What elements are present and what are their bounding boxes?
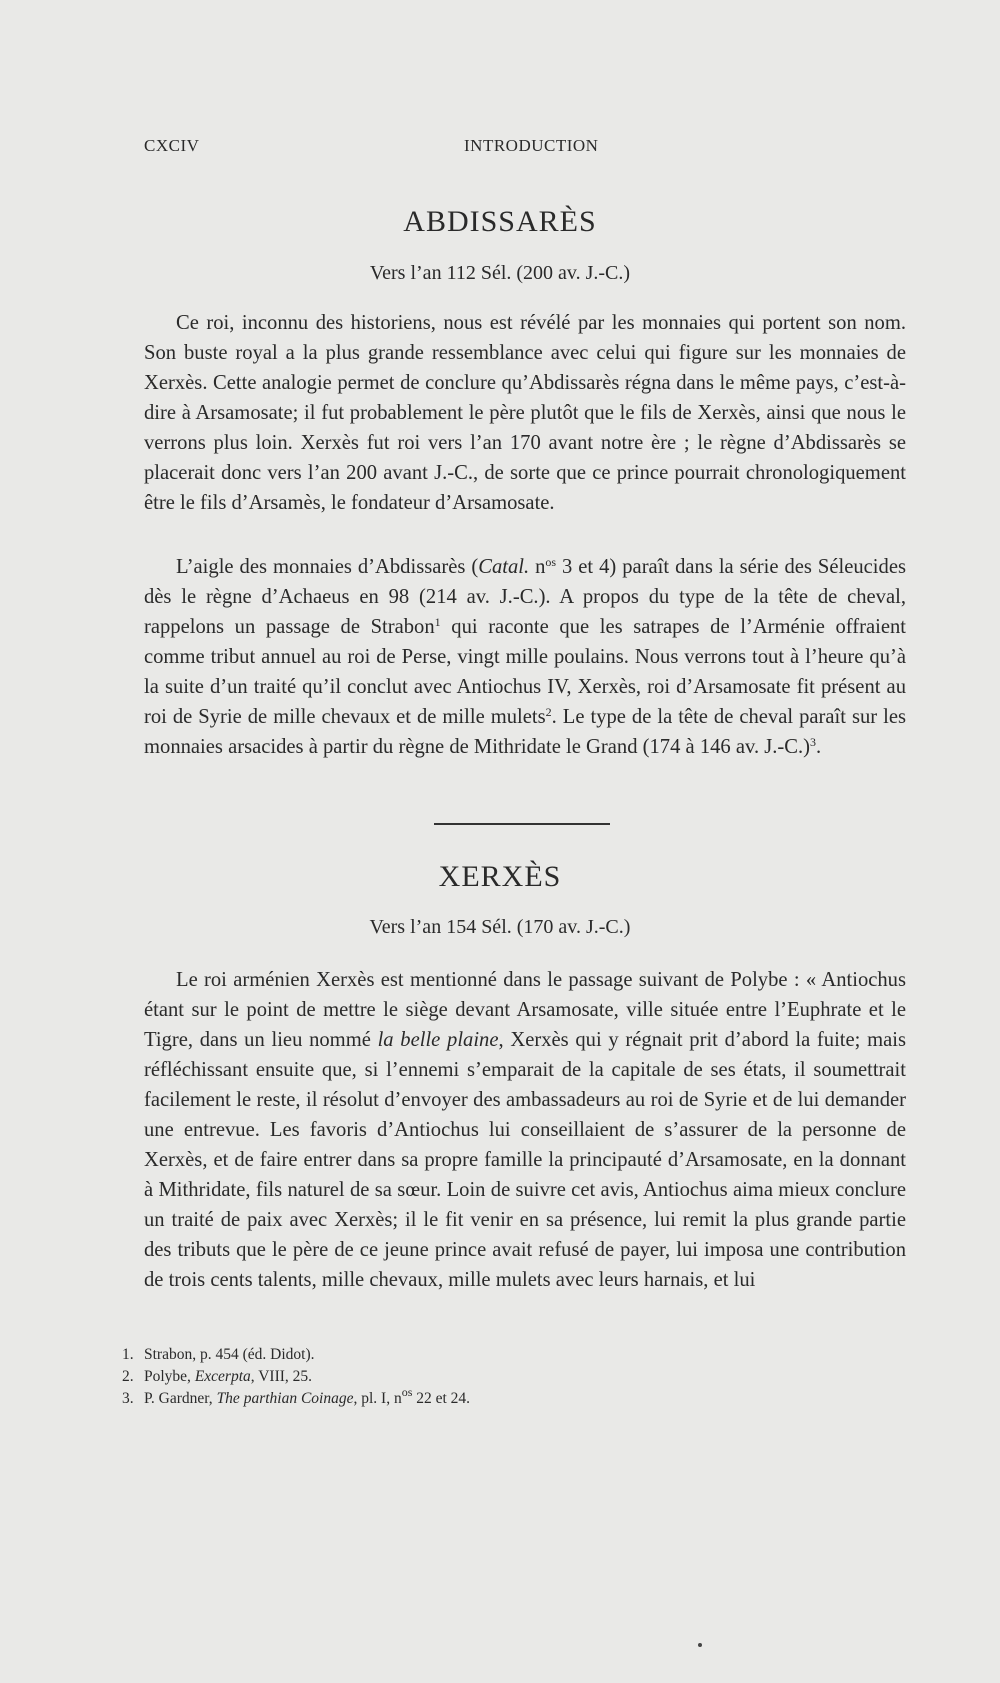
section-subtitle-xerxes: Vers l’an 154 Sél. (170 av. J.-C.) <box>369 916 631 938</box>
page-number: CXCIV <box>144 136 200 155</box>
section-title-abdissares: ABDISSARÈS <box>403 205 597 238</box>
text-run: 3 et 4) paraît dans la série des Séleucides dès le règne d’Achaeus en 98 (214 av. J.-C.). A propos du type de la tête de cheval, rappelons un passage de Strabon <box>144 556 906 638</box>
text-run: L’aigle des monnaies d’Abdissarès ( <box>176 556 479 578</box>
italic-run: Catal. <box>478 556 530 578</box>
footnote-ref-1[interactable]: 1 <box>434 615 441 629</box>
footnote-text: Strabon, p. 454 (éd. Didot). <box>144 1346 315 1363</box>
text-run: . Le type de la tête de cheval paraît sur les monnaies arsacides à partir du règne de Mithridate le Grand (174 à 146 av. J.-C.) <box>144 706 906 758</box>
footnote-number: 2. <box>122 1368 134 1385</box>
section-subtitle-abdissares: Vers l’an 112 Sél. (200 av. J.-C.) <box>369 262 631 284</box>
footnote-italic: The parthian Coinage <box>216 1390 354 1407</box>
footnote-ref-3[interactable]: 3 <box>810 735 817 749</box>
superscript: os <box>401 1385 413 1399</box>
footnote-number: 3. <box>122 1390 134 1407</box>
footnote-text: , VIII, 25. <box>250 1368 313 1385</box>
italic-run: la belle plaine <box>377 1029 499 1051</box>
footnote-number: 1. <box>122 1346 134 1363</box>
paragraph-abdissares-1: Ce roi, inconnu des historiens, nous est révélé par les monnaies qui portent son nom. Son buste royal a la plus grande ressemblance avec celui qui figure sur les monnaies de Xerxès. Cette analogie permet de conclure qu’Abdissarès régna dans le même pays, c’est-à-dire à Arsamosate; il fut probablement le père plutôt que le fils de Xerxès, ainsi que nous le verrons plus loin. Xerxès fut roi vers l’an 170 avant notre ère ; le règne d’Abdissarès se placerait donc vers l’an 200 avant J.-C., de sorte que ce prince pourrait chronologiquement être le fils d’Arsamès, le fondateur d’Arsamosate. <box>144 312 906 514</box>
paragraph-xerxes-1 <box>144 965 906 1295</box>
text-run: Le roi arménien Xerxès est mentionné dans le passage suivant de Polybe : « Antiochus étant sur le point de mettre le siège devant Arsamosate, ville située entre l’Euphrate et le Tigre, dans un lieu nommé <box>144 969 906 1051</box>
text-run: n <box>529 556 546 578</box>
section-title-xerxes: XERXÈS <box>438 860 562 893</box>
footnote-text: P. Gardner, <box>144 1390 217 1407</box>
footnotes <box>122 1344 822 1410</box>
section-divider <box>434 823 610 825</box>
footnote-1 <box>122 1344 822 1366</box>
footnote-text: , pl. I, n <box>353 1390 402 1407</box>
footnote-text: Polybe, <box>144 1368 195 1385</box>
footnote-3 <box>122 1385 822 1410</box>
print-speck <box>698 1643 702 1647</box>
text-run: qui raconte que les satrapes de l’Arménie offraient comme tribut annuel au roi de Perse, vingt mille poulains. Nous verrons tout à l’heure qu’à la suite d’un traité qu’il conclut avec Antiochus IV, Xerxès, roi d’Arsamosate fit présent au roi de Syrie de mille chevaux et de mille mulets <box>144 616 906 728</box>
running-head <box>144 136 896 160</box>
footnote-italic: Excerpta <box>194 1368 251 1385</box>
running-title: INTRODUCTION <box>464 136 599 155</box>
text-run: , Xerxès qui y régnait prit d’abord la fuite; mais réfléchissant ensuite que, si l’ennemi s’emparait de la capitale de ses états, il soumettrait facilement le reste, il résolut d’envoyer des ambassadeurs au roi de Syrie et de lui demander une entrevue. Les favoris d’Antiochus lui conseillaient de s’assurer de la personne de Xerxès, et de faire entrer dans sa propre famille la principauté d’Arsamosate, en la donnant à Mithridate, fils naturel de sa sœur. Loin de suivre cet avis, Antiochus aima mieux conclure un traité de paix avec Xerxès; il le fit venir en sa présence, lui remit la plus grande partie des tributs que le père de ce jeune prince avait refusé de payer, lui imposa une contribution de trois cents talents, mille chevaux, mille mulets avec leurs harnais, et lui <box>144 1029 906 1291</box>
footnote-2 <box>122 1366 822 1388</box>
superscript: os <box>545 555 557 569</box>
footnote-ref-2[interactable]: 2 <box>545 705 552 719</box>
footnote-text: 22 et 24. <box>412 1390 471 1407</box>
paragraph-abdissares-2 <box>144 552 906 762</box>
text-run: . <box>816 736 822 758</box>
